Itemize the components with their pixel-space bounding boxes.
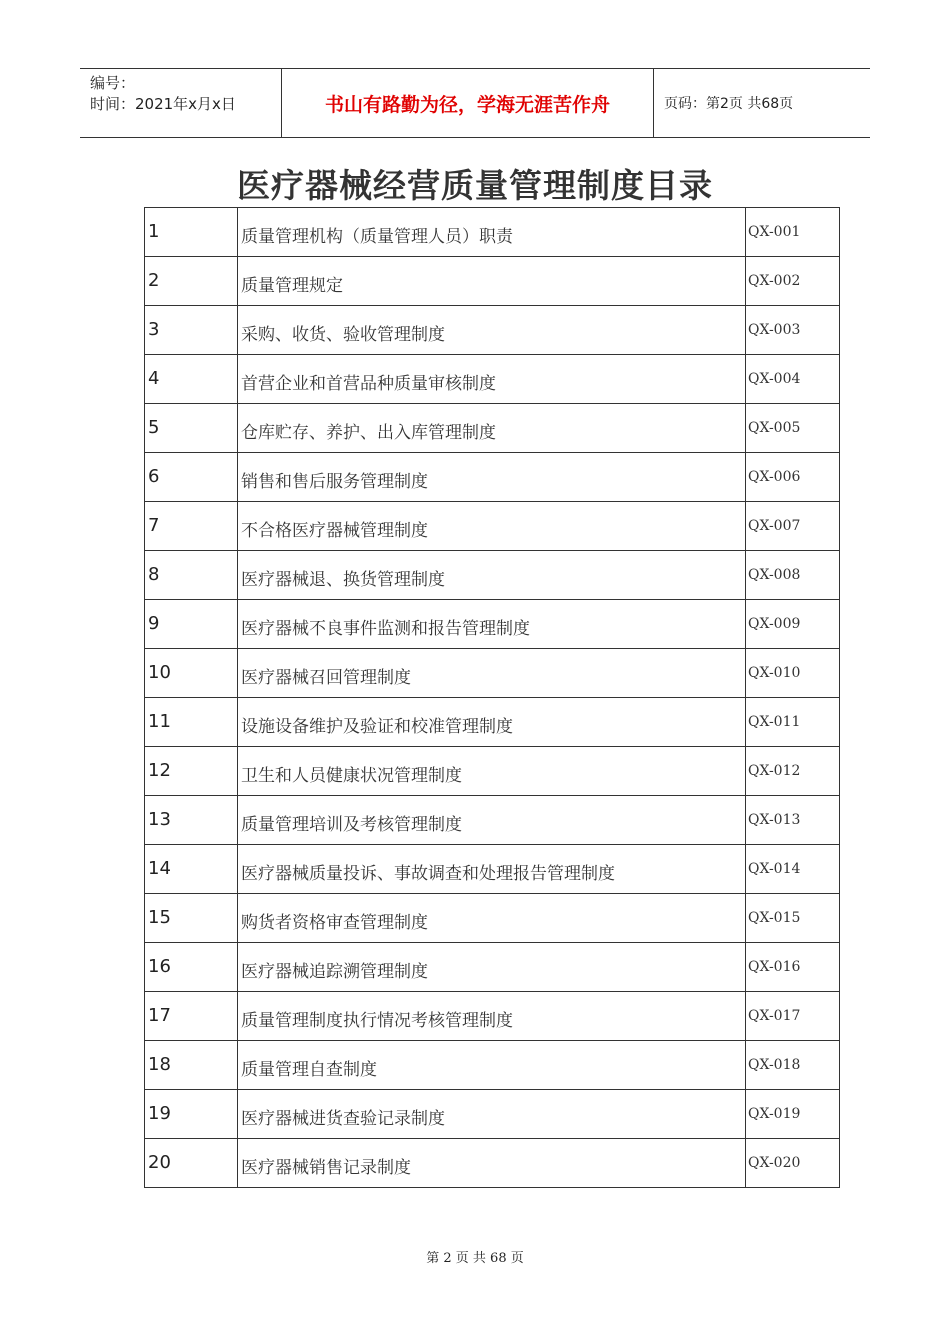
row-code: QX-016 (746, 943, 840, 992)
row-title: 卫生和人员健康状况管理制度 (238, 747, 746, 796)
row-code: QX-014 (746, 845, 840, 894)
row-code: QX-003 (746, 306, 840, 355)
row-number: 17 (145, 992, 238, 1041)
row-number: 4 (145, 355, 238, 404)
header-time-label: 时间：2021年x月x日 (90, 95, 236, 113)
row-number: 9 (145, 600, 238, 649)
row-number: 7 (145, 502, 238, 551)
row-code: QX-012 (746, 747, 840, 796)
row-code: QX-009 (746, 600, 840, 649)
row-title: 医疗器械退、换货管理制度 (238, 551, 746, 600)
toc-table (144, 207, 840, 1188)
row-number: 1 (145, 208, 238, 257)
row-title: 质量管理制度执行情况考核管理制度 (238, 992, 746, 1041)
document-title: 医疗器械经营质量管理制度目录 (237, 166, 713, 205)
row-number: 6 (145, 453, 238, 502)
table-row (145, 404, 840, 453)
header-motto: 书山有路勤为径，学海无涯苦作舟 (282, 69, 654, 137)
page-header (80, 68, 870, 138)
row-number: 12 (145, 747, 238, 796)
row-number: 18 (145, 1041, 238, 1090)
table-row (145, 551, 840, 600)
row-code: QX-006 (746, 453, 840, 502)
table-row (145, 208, 840, 257)
row-title: 质量管理机构（质量管理人员）职责 (238, 208, 746, 257)
row-title: 医疗器械质量投诉、事故调查和处理报告管理制度 (238, 845, 746, 894)
table-row (145, 502, 840, 551)
row-number: 2 (145, 257, 238, 306)
row-title: 设施设备维护及验证和校准管理制度 (238, 698, 746, 747)
table-row (145, 845, 840, 894)
row-code: QX-008 (746, 551, 840, 600)
row-code: QX-017 (746, 992, 840, 1041)
table-row (145, 747, 840, 796)
row-title: 不合格医疗器械管理制度 (238, 502, 746, 551)
row-title: 医疗器械不良事件监测和报告管理制度 (238, 600, 746, 649)
table-row (145, 894, 840, 943)
row-number: 16 (145, 943, 238, 992)
row-title: 销售和售后服务管理制度 (238, 453, 746, 502)
header-meta (80, 69, 282, 137)
table-row (145, 1090, 840, 1139)
row-number: 5 (145, 404, 238, 453)
row-title: 医疗器械召回管理制度 (238, 649, 746, 698)
row-code: QX-004 (746, 355, 840, 404)
row-code: QX-010 (746, 649, 840, 698)
row-title: 医疗器械销售记录制度 (238, 1139, 746, 1188)
row-number: 19 (145, 1090, 238, 1139)
table-row (145, 992, 840, 1041)
row-number: 15 (145, 894, 238, 943)
table-row (145, 943, 840, 992)
table-row (145, 1139, 840, 1188)
row-code: QX-011 (746, 698, 840, 747)
row-number: 3 (145, 306, 238, 355)
row-title: 质量管理规定 (238, 257, 746, 306)
toc-body (145, 208, 840, 1188)
row-number: 14 (145, 845, 238, 894)
header-number-label: 编号： (90, 74, 136, 92)
row-number: 20 (145, 1139, 238, 1188)
table-row (145, 649, 840, 698)
row-code: QX-019 (746, 1090, 840, 1139)
table-row (145, 306, 840, 355)
table-row (145, 355, 840, 404)
row-number: 8 (145, 551, 238, 600)
row-title: 医疗器械进货查验记录制度 (238, 1090, 746, 1139)
table-row (145, 257, 840, 306)
header-page-info: 页码：第2页 共68页 (664, 96, 794, 112)
row-title: 采购、收货、验收管理制度 (238, 306, 746, 355)
row-title: 质量管理培训及考核管理制度 (238, 796, 746, 845)
row-title: 质量管理自查制度 (238, 1041, 746, 1090)
row-title: 仓库贮存、养护、出入库管理制度 (238, 404, 746, 453)
row-code: QX-002 (746, 257, 840, 306)
row-code: QX-015 (746, 894, 840, 943)
row-code: QX-001 (746, 208, 840, 257)
row-code: QX-020 (746, 1139, 840, 1188)
row-code: QX-005 (746, 404, 840, 453)
row-number: 10 (145, 649, 238, 698)
row-number: 13 (145, 796, 238, 845)
row-title: 首营企业和首营品种质量审核制度 (238, 355, 746, 404)
page-footer: 第 2 页 共 68 页 (426, 1251, 524, 1266)
table-row (145, 796, 840, 845)
table-row (145, 600, 840, 649)
table-row (145, 1041, 840, 1090)
row-code: QX-018 (746, 1041, 840, 1090)
row-code: QX-007 (746, 502, 840, 551)
row-title: 医疗器械追踪溯管理制度 (238, 943, 746, 992)
table-row (145, 453, 840, 502)
row-title: 购货者资格审查管理制度 (238, 894, 746, 943)
row-number: 11 (145, 698, 238, 747)
row-code: QX-013 (746, 796, 840, 845)
table-row (145, 698, 840, 747)
